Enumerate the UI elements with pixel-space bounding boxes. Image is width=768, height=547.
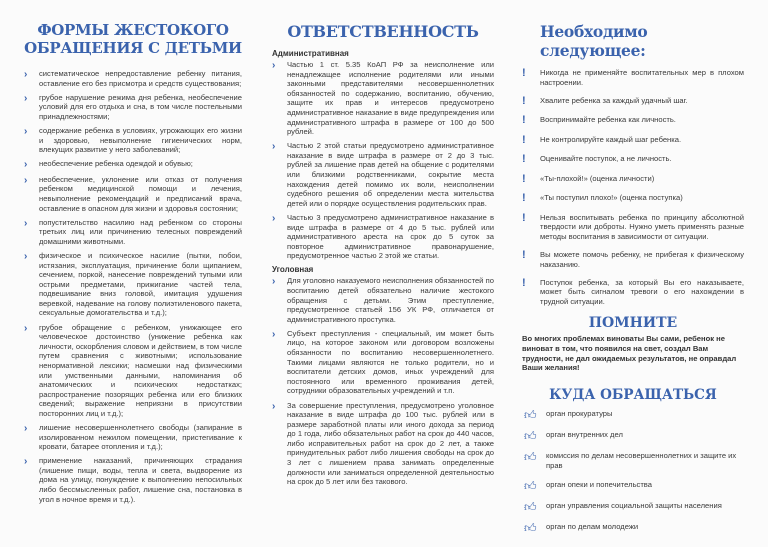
list-item-text: содержание ребенка в условиях, угрожающих его жизни и здоровью, невыполнение гигиенических норм, влекущих развитие у него заболеваний;: [39, 125, 242, 155]
chevron-right-icon: ›: [24, 69, 28, 80]
chevron-right-icon: ›: [24, 174, 28, 186]
contact-item: [522, 451, 744, 471]
column-recommendations: [522, 0, 744, 543]
chevron-right-icon: ›: [272, 328, 276, 340]
exclamation-icon: !: [522, 192, 526, 205]
list-item-text: «Ты поступил плохо!» (оценка поступка): [540, 193, 683, 203]
list-item-text: Субъект преступления - специальный, им может быть лицо, на которое законом или договором возложены обязанности по воспитанию несовершеннолетнего. Такими лицами являются не только родители, но и воспитатели детских домов, иных учреждений для постоянного или временного проживания детей, сотрудники образовательных учреждений и т.п.: [287, 328, 494, 396]
contact-item-text: комиссия по делам несовершеннолетних и защите их прав: [546, 451, 737, 471]
list-item: [522, 193, 744, 204]
exclamation-icon: !: [522, 133, 526, 146]
list-item-text: Частью 2 этой статьи предусмотрено административное наказание в виде штрафа в размере от 2 до 3 тыс. рублей за лишение прав детей на общение с родителями или близкими родственниками, сокрытие места нахождения детей помимо их воли, неисполнении судебного решения об определении места жительства детей или о порядке осуществления родительских прав.: [287, 141, 494, 208]
list-item: [24, 93, 242, 122]
list-item-text: За совершение преступления, предусмотрено уголовное наказание в виде штрафа до 100 тыс. рублей или в размере заработной платы или иного дохода за период до 1 года, либо обязательных работ на срок до 440 часов, либо исправительных работ на срок до 2 лет, а также принудительных работ либо лишения свободы на срок до 3 лет с лишением права занимать определенные должности или заниматься определенной деятельностью на срок до 5 лет или без такового.: [287, 400, 494, 487]
chevron-right-icon: ›: [272, 212, 276, 224]
list-item-text: Поступок ребенка, за который Вы его наказываете, может быть сигналом тревоги о его нахождении в трудной ситуации.: [540, 277, 744, 306]
list-item-text: применение наказаний, причиняющих страдания (лишение пищи, воды, тепла и света, выдворение из дома на улицу, понуждение к выполнению непосильных либо бессмысленных работ, лишение сна, постановка в угол в ночное время и т.д.).: [39, 456, 242, 504]
list-item-text: Воспринимайте ребенка как личность.: [540, 115, 676, 125]
criminal-list: [272, 276, 494, 486]
thumbs-up-icon: 👍︎: [524, 429, 537, 444]
exclamation-icon: !: [522, 276, 526, 289]
list-item-text: необеспечение, уклонение или отказ от получения ребенком медицинской помощи и лечения, невыполнение рекомендаций и предписаний врача, оставление в опасном для жизни и здоровья состоянии;: [39, 174, 242, 213]
list-item: [272, 276, 494, 324]
contacts-list: [522, 409, 744, 534]
list-item: [24, 218, 242, 247]
list-item: [24, 423, 242, 452]
list-item: [272, 329, 494, 396]
list-item: [522, 154, 744, 165]
list-item: [522, 213, 744, 242]
column-abuse-forms: [24, 0, 242, 509]
contact-item-text: орган внутренних дел: [546, 430, 623, 440]
chevron-right-icon: ›: [24, 423, 28, 434]
list-item: [272, 213, 494, 261]
exclamation-icon: !: [522, 248, 526, 261]
chevron-right-icon: ›: [24, 92, 28, 104]
thumbs-up-icon: 👍︎: [524, 500, 537, 515]
list-item-text: грубое нарушение режима дня ребенка, необеспечение условий для его отдыха и сна, в том числе постельными принадлежностями;: [39, 92, 242, 121]
list-item-text: Частью 3 предусмотрено административное наказание в виде штрафа в размере от 4 до 5 тыс. рублей или административного ареста на срок до 5 суток за повторное административное правонарушение, предусмотренное частью 2 этой же статьи.: [287, 212, 494, 261]
contact-item-text: орган по делам молодежи: [546, 522, 639, 532]
list-item: [272, 141, 494, 208]
list-item: [24, 251, 242, 318]
list-item: [24, 69, 242, 88]
list-item-text: грубое обращение с ребенком, унижающее его человеческое достоинство (унижение ребенка как личности, оскорбления словом и действием, в том числе путем сравнения с животными; использование ненормативной лексики; насмешки над физическими или умственными данными, напоминания об анатомических и психических недостатках; распространение позорящих ребенка или его близких сведений; выражение неприязни в присутствии посторонних лиц и т.д.);: [39, 322, 242, 418]
remember-text: Во многих проблемах виноваты Вы сами, ребенок не виноват в том, что появился на свет, создал Вам трудности, не дал ожидаемых результатов, не оправдал Ваши желания!: [522, 333, 737, 373]
list-item: [24, 159, 242, 170]
list-item-text: попустительство насилию над ребенком со стороны третьих лиц или причинению телесных повреждений домашними животными.: [39, 217, 242, 246]
list-item: [522, 250, 744, 269]
list-item-text: систематическое непредоставление ребенку питания, оставление его без присмотра и средств существования;: [39, 69, 242, 88]
list-item-text: Хвалите ребенка за каждый удачный шаг.: [540, 95, 688, 105]
list-item-text: Нельзя воспитывать ребенка по принципу абсолютной твердости или доброты. Нужно уметь применять разные методы воспитания в зависимости от ситуации.: [540, 212, 744, 241]
contact-item-text: орган опеки и попечительства: [546, 480, 652, 490]
list-item: [522, 278, 744, 307]
list-item: [522, 174, 744, 185]
chevron-right-icon: ›: [272, 141, 276, 153]
recommendations-list: [522, 68, 744, 306]
abuse-forms-title: ФОРМЫ ЖЕСТОКОГО ОБРАЩЕНИЯ С ДЕТЬМИ: [24, 21, 242, 57]
list-item: [24, 126, 242, 155]
list-item: [522, 96, 744, 107]
contact-item: [522, 522, 744, 534]
contact-item: [522, 501, 744, 513]
recommendations-title: Необходимо следующее:: [540, 22, 648, 60]
chevron-right-icon: ›: [272, 60, 276, 71]
responsibility-title: ОТВЕТСТВЕННОСТЬ: [287, 22, 479, 41]
exclamation-icon: !: [522, 153, 526, 166]
list-item-text: Частью 1 ст. 5.35 КоАП РФ за неисполнение или ненадлежащее исполнение родителями или иными законными представителями несовершеннолетних обязанностей по содержанию, воспитанию, обучению, защите их прав и интересов предусмотрено административное наказание в виде предупреждения или административного штрафа в размере от 100 до 500 рублей.: [287, 60, 494, 137]
thumbs-up-icon: 👍︎: [524, 479, 537, 494]
exclamation-icon: !: [522, 211, 526, 224]
chevron-right-icon: ›: [24, 125, 28, 137]
administrative-list: [272, 60, 494, 261]
thumbs-up-icon: 👍︎: [524, 408, 537, 423]
chevron-right-icon: ›: [272, 276, 276, 288]
list-item-text: Вы можете помочь ребенку, не прибегая к физическому наказанию.: [540, 249, 744, 269]
column-responsibility: [272, 0, 494, 491]
contact-item: [522, 430, 744, 442]
where-to-apply-title: КУДА ОБРАЩАТЬСЯ: [549, 387, 717, 404]
abuse-forms-list: [24, 69, 242, 504]
chevron-right-icon: ›: [24, 322, 28, 334]
thumbs-up-icon: 👍︎: [524, 450, 537, 465]
exclamation-icon: !: [522, 67, 526, 79]
remember-title: ПОМНИТЕ: [588, 314, 678, 331]
list-item-text: «Ты-плохой!» (оценка личности): [540, 173, 655, 183]
exclamation-icon: !: [522, 94, 526, 107]
chevron-right-icon: ›: [24, 456, 28, 468]
contact-item: [522, 480, 744, 492]
thumbs-up-icon: 👍︎: [524, 521, 537, 536]
criminal-heading: Уголовная: [272, 265, 314, 275]
administrative-heading: Административная: [272, 49, 349, 58]
list-item: [24, 456, 242, 504]
contact-item-text: орган прокуратуры: [546, 409, 613, 419]
chevron-right-icon: ›: [272, 400, 276, 412]
list-item: [522, 115, 744, 126]
exclamation-icon: !: [522, 114, 526, 127]
chevron-right-icon: ›: [24, 250, 28, 262]
list-item: [272, 60, 494, 137]
chevron-right-icon: ›: [24, 217, 28, 229]
list-item: [522, 135, 744, 146]
list-item-text: Никогда не применяйте воспитательных мер в плохом настроении.: [540, 68, 744, 87]
list-item-text: лишение несовершеннолетнего свободы (запирание в изолированном нежилом помещении, пристегивание к кровати, батарее отопления и т.д.);: [39, 423, 242, 452]
list-item: [24, 323, 242, 419]
chevron-right-icon: ›: [24, 159, 28, 171]
contact-item-text: орган управления социальной защиты населения: [546, 501, 722, 511]
exclamation-icon: !: [522, 172, 526, 185]
list-item: [522, 68, 744, 87]
list-item-text: Оценивайте поступок, а не личность.: [540, 154, 672, 164]
contact-item: [522, 409, 744, 421]
list-item-text: Для уголовно наказуемого неисполнения обязанностей по воспитанию детей обязательно наличие жестокого обращения с детьми. Этим преступление, предусмотренное статьей 156 УК РФ, отличается от административного проступка.: [287, 276, 494, 324]
list-item-text: необеспечение ребенка одеждой и обувью;: [39, 159, 193, 169]
list-item-text: физическое и психическое насилие (пытки, побои, истязания, эксплуатация, причинение боли щипанием, сечением, поркой, нанесение повреждений тупыми или острыми предметами, прижигание частей тела, подвешивание вниз головой, имитация удушения веревкой, надевание на голову полиэтиленового пакета, сексуальные домогательства и т.д.);: [39, 250, 242, 318]
list-item: [272, 401, 494, 487]
list-item-text: Не контролируйте каждый шаг ребенка.: [540, 134, 682, 144]
list-item: [24, 175, 242, 213]
